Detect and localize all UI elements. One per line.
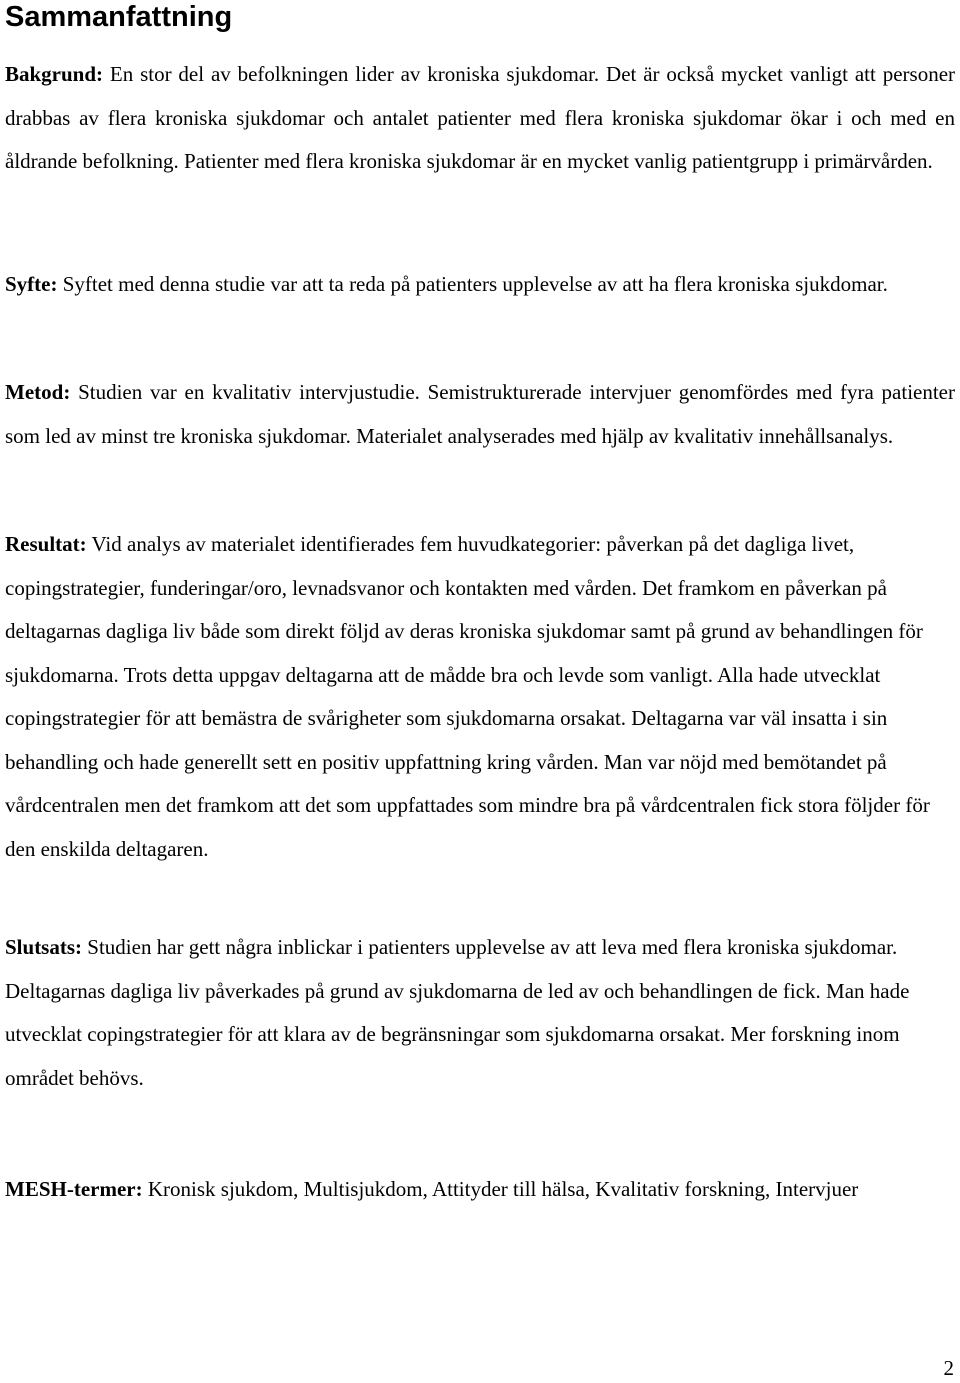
page-title: Sammanfattning (5, 1, 233, 33)
section-text-syfte: Syftet med denna studie var att ta reda på patienters upplevelse av att ha flera kroniska sjukdomar. (62, 272, 888, 296)
section-text-slutsats: Studien har gett några inblickar i patienters upplevelse av att leva med flera kroniska sjukdomar. Deltagarnas dagliga liv påverkades på grund av sjukdomarna de led av och behandlingen de fick. Man hade utvecklat copingstrategier för att klara av de begränsningar som sjukdomarna orsakat. Mer forskning inom området behövs. (5, 935, 910, 1090)
section-label-resultat: Resultat: (5, 532, 87, 556)
mesh-terms (5, 1168, 955, 1212)
section-label-bakgrund: Bakgrund: (5, 62, 104, 86)
section-label-syfte: Syfte: (5, 272, 58, 296)
section-label-slutsats: Slutsats: (5, 935, 83, 959)
section-metod (5, 371, 955, 458)
mesh-label: MESH-termer: (5, 1177, 143, 1201)
mesh-text: Kronisk sjukdom, Multisjukdom, Attityder till hälsa, Kvalitativ forskning, Intervjuer (147, 1177, 859, 1201)
section-text-metod: Studien var en kvalitativ intervjustudie. Semistrukturerade intervjuer genomfördes med fyra patienter som led av minst tre kroniska sjukdomar. Materialet analyserades med hjälp av kvalitativ innehållsanalys. (5, 380, 955, 448)
section-text-bakgrund: En stor del av befolkningen lider av kroniska sjukdomar. Det är också mycket vanligt att personer drabbas av flera kroniska sjukdomar och antalet patienter med flera kroniska sjukdomar ökar i och med en åldrande befolkning. Patienter med flera kroniska sjukdomar är en mycket vanlig patientgrupp i primärvården. (5, 62, 956, 173)
section-resultat (5, 523, 955, 871)
page-number: 2 (943, 1356, 954, 1380)
section-label-metod: Metod: (5, 380, 71, 404)
section-slutsats (5, 926, 955, 1100)
section-bakgrund (5, 53, 955, 184)
section-text-resultat: Vid analys av materialet identifierades fem huvudkategorier: påverkan på det dagliga livet, copingstrategier, funderingar/oro, levnadsvanor och kontakten med vården. Det framkom en påverkan på deltagarnas dagliga liv både som direkt följd av deras kroniska sjukdomar samt på grund av behandlingen för sjukdomarna. Trots detta uppgav deltagarna att de mådde bra och levde som vanligt. Alla hade utvecklat copingstrategier för att bemästra de svårigheter som sjukdomarna orsakat. Deltagarna var väl insatta i sin behandling och hade generellt sett en positiv uppfattning kring vården. Man var nöjd med bemötandet på vårdcentralen men det framkom att det som uppfattades som mindre bra på vårdcentralen fick stora följder för den enskilda deltagaren. (5, 532, 930, 861)
section-syfte (5, 263, 955, 307)
